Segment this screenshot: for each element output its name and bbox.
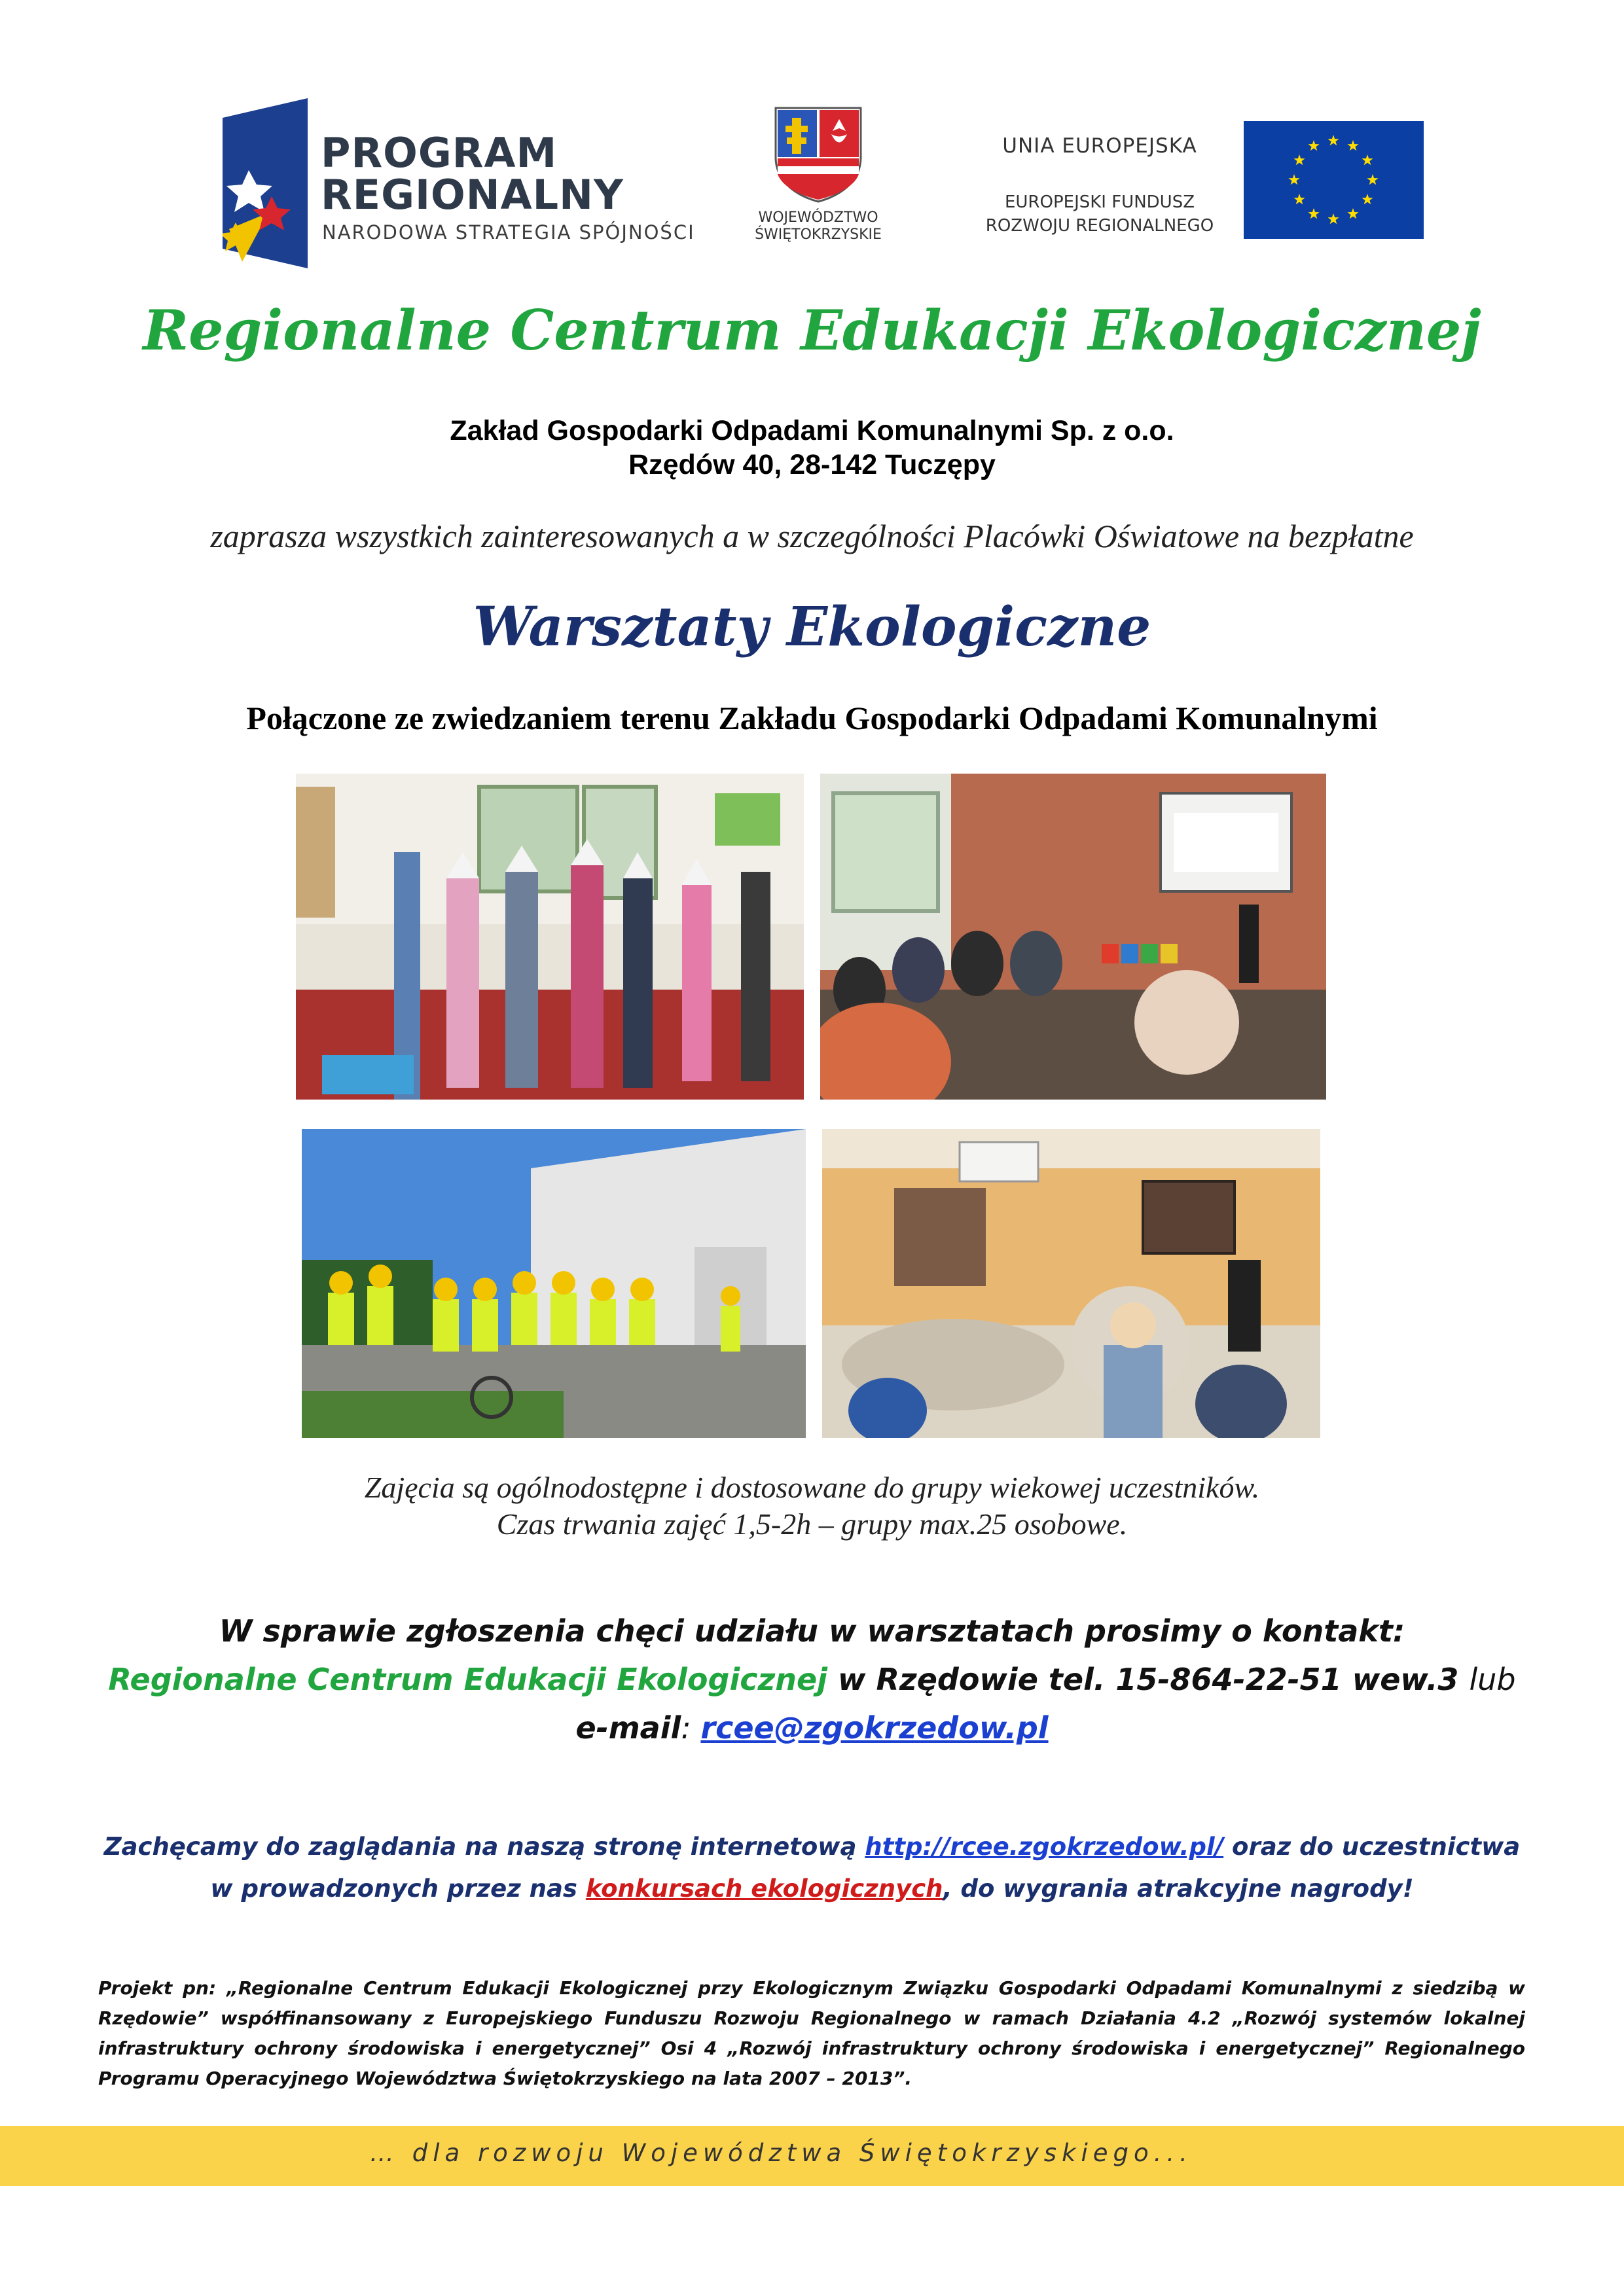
email-label: e-mail [575, 1710, 681, 1746]
eu-star-icon [1347, 208, 1358, 219]
wojewodztwo-line: WOJEWÓDZTWO [758, 209, 878, 226]
program-regionalny-title [321, 129, 624, 219]
eu-star-icon [1347, 140, 1358, 151]
program-line: PROGRAM [321, 129, 558, 177]
eu-fund-line2: ROZWOJU REGIONALNEGO [985, 216, 1214, 236]
eu-logo [969, 121, 1427, 245]
promo-text3: w prowadzonych przez nas [210, 1874, 586, 1903]
eu-star-icon [1308, 140, 1319, 151]
workshop-info [0, 1469, 1624, 1543]
promo-text1: Zachęcamy do zaglądania na naszą stronę internetową [103, 1833, 865, 1861]
photo-presentation-room [820, 774, 1326, 1100]
contact-section [0, 1607, 1624, 1752]
eu-star-icon [1294, 194, 1305, 204]
contact-place-phone: w Rzędowie tel. 15-864-22-51 wew.3 [827, 1662, 1470, 1697]
company-name: Zakład Gospodarki Odpadami Komunalnymi Sp. z o.o. [450, 415, 1174, 446]
program-subtitle: NARODOWA STRATEGIA SPÓJNOŚCI [322, 221, 695, 243]
eu-star-icon [1367, 174, 1378, 185]
wojewodztwo-logo [753, 105, 884, 255]
eu-name: UNIA EUROPEJSKA [1002, 134, 1197, 158]
promo-text4: , do wygrania atrakcyjne nagrody! [943, 1874, 1414, 1903]
info-line2: Czas trwania zajęć 1,5-2h – grupy max.25 osobowe. [496, 1507, 1128, 1541]
eu-star-icon [1362, 194, 1373, 204]
contact-details [0, 1655, 1624, 1704]
info-line1: Zajęcia są ogólnodostępne i dostosowane do grupy wiekowej uczestników. [364, 1471, 1260, 1504]
eu-fund-line1: EUROPEJSKI FUNDUSZ [1004, 192, 1195, 212]
contact-email-line [0, 1704, 1624, 1752]
eu-stars-icon [1244, 121, 1424, 239]
eu-star-icon [1294, 154, 1305, 165]
eu-star-icon [1327, 213, 1339, 224]
photo-hall-visit-helmets [302, 1129, 806, 1438]
coat-of-arms-icon [772, 105, 864, 203]
wojewodztwo-text [753, 209, 884, 243]
regionalny-line: REGIONALNY [321, 171, 624, 219]
company-block [0, 414, 1624, 482]
eu-star-icon [1327, 135, 1339, 145]
eu-flag-icon [1244, 121, 1424, 239]
eu-star-icon [1308, 208, 1319, 219]
contact-or: lub [1469, 1662, 1516, 1697]
competitions-link[interactable]: konkursach ekologicznych [585, 1874, 943, 1903]
footer-slogan: … dla rozwoju Województwa Świętokrzyskiego... [370, 2139, 1193, 2167]
rcee-title: Regionalne Centrum Edukacji Ekologicznej [143, 298, 1481, 363]
photo-children-paper-hats-icon [296, 774, 804, 1100]
workshops-title: Warsztaty Ekologiczne [473, 596, 1151, 658]
program-regionalny-logo [223, 98, 713, 275]
photo-children-paper-hats [296, 774, 804, 1100]
email-separator: : [681, 1710, 701, 1746]
workshops-subheading: Połączone ze zwiedzaniem terenu Zakładu Gospodarki Odpadami Komunalnymi [246, 700, 1378, 736]
swietokrzyskie-line: ŚWIĘTOKRZYSKIE [755, 226, 882, 243]
contact-intro: W sprawie zgłoszenia chęci udziału w warsztatach prosimy o kontakt: [219, 1613, 1405, 1649]
photo-craft-workshop-icon [822, 1129, 1320, 1438]
website-link[interactable]: http://rcee.zgokrzedow.pl/ [865, 1833, 1224, 1861]
promo-line1 [0, 1826, 1624, 1868]
eu-fund-name [969, 190, 1231, 238]
eu-star-icon [1362, 154, 1373, 165]
eu-logo-text [969, 134, 1231, 238]
photo-hall-visit-helmets-icon [302, 1129, 806, 1438]
project-note: Projekt pn: „Regionalne Centrum Edukacji Ekologicznej przy Ekologicznym Związku Gospodarki Odpadami Komunalnymi z siedzibą w Rzędowie” współfinansowany z Europejskiego Funduszu Rozwoju Regionalnego w ramach Działania 4.2 „Rozwój systemów lokalnej infrastruktury ochrony środowiska i energetycznej” Osi 4 „Rozwój infrastruktury ochrony środowiska i energetycznej” Regionalnego Programu Operacyjnego Województwa Świętokrzyskiego na lata 2007 – 2013”. [98, 1977, 1525, 2089]
photo-craft-workshop [822, 1129, 1320, 1438]
email-link[interactable]: rcee@zgokrzedow.pl [700, 1710, 1049, 1746]
promo-line2 [0, 1868, 1624, 1910]
promo-text2: oraz do uczestnictwa [1223, 1833, 1521, 1861]
photo-presentation-room-icon [820, 774, 1326, 1100]
company-address: Rzędów 40, 28-142 Tuczępy [628, 449, 996, 480]
program-regionalny-flag-icon [223, 98, 308, 268]
invitation-text: zaprasza wszystkich zainteresowanych a w szczególności Placówki Oświatowe na bezpłatne [210, 518, 1414, 554]
eu-star-icon [1288, 174, 1299, 185]
contact-org: Regionalne Centrum Edukacji Ekologicznej [108, 1662, 827, 1697]
promo-section [0, 1826, 1624, 1910]
